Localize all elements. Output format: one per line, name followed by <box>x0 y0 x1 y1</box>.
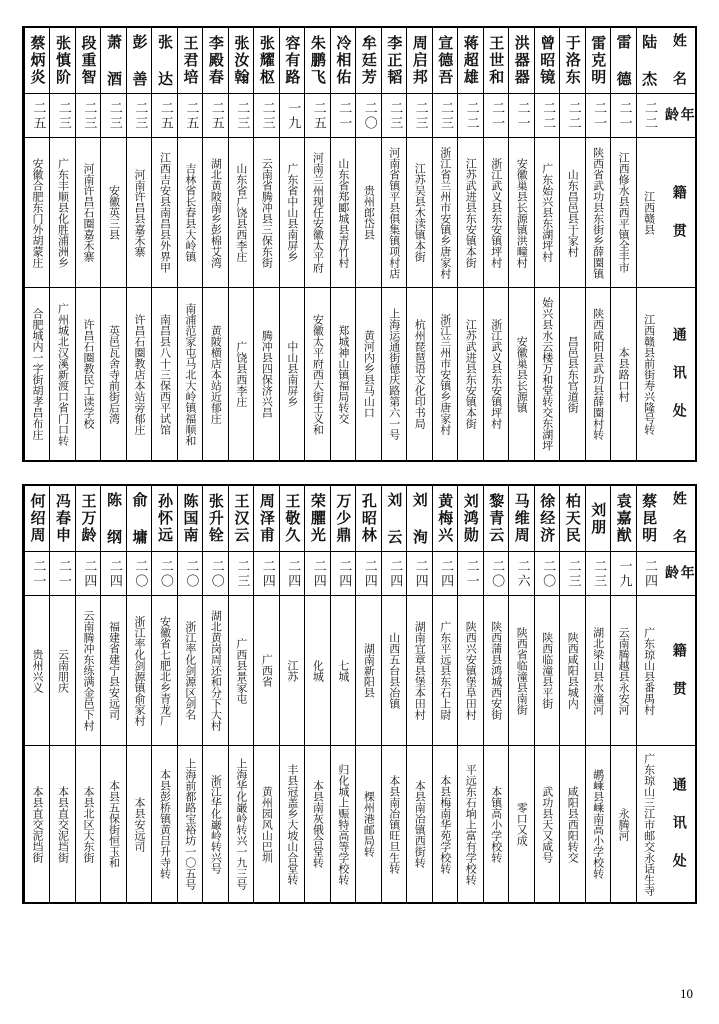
entry-origin: 广东省中山县南屏乡 <box>280 138 304 288</box>
entry-name: 刘朋 <box>586 486 610 552</box>
entry-origin: 江西吉安县南昌县外界甲 <box>152 138 176 288</box>
entry-origin: 广西省 <box>254 596 278 746</box>
entry-origin: 湖北黄陂南乡彭棉艾湾 <box>203 138 227 288</box>
entry-age: 二四 <box>433 552 457 596</box>
roster-entry-column <box>126 486 151 902</box>
roster-entry-column <box>100 486 125 902</box>
entry-name: 容有路 <box>280 28 304 94</box>
entry-origin: 湖北黄岗周还和分下大村 <box>203 596 227 746</box>
entry-origin: 江西赣县 <box>637 138 661 288</box>
roster-entry-column <box>151 28 176 460</box>
entry-age: 二〇 <box>178 552 202 596</box>
entry-age: 二三 <box>127 94 151 138</box>
entry-address: 江西赣县前街寿兴隆号转 <box>642 313 656 435</box>
entry-address: 安徽巢县长源镇 <box>515 335 529 413</box>
entry-name: 雷克明 <box>586 28 610 94</box>
entry-name: 张 达 <box>152 28 176 94</box>
entry-age: 二五 <box>25 94 49 138</box>
roster-entry-column <box>610 28 635 460</box>
entry-age: 二三 <box>229 552 253 596</box>
header-address: 通 讯 处 <box>670 327 687 421</box>
entry-age: 二〇 <box>484 552 508 596</box>
roster-table-bottom <box>22 484 697 904</box>
entry-age: 二三 <box>50 94 74 138</box>
entry-age: 二〇 <box>535 552 559 596</box>
entry-name: 陈 纲 <box>101 486 125 552</box>
entry-age: 二一 <box>331 94 355 138</box>
entry-origin: 广东平远县东石上尉 <box>433 596 457 746</box>
entry-name: 万少鼎 <box>331 486 355 552</box>
entry-origin: 云南朋庆 <box>50 596 74 746</box>
header-origin: 籍 贯 <box>661 138 695 288</box>
roster-entry-column <box>610 486 635 902</box>
entry-age: 二一 <box>611 94 635 138</box>
entry-name: 黄梅兴 <box>433 486 457 552</box>
header-name: 姓 名 <box>661 486 695 552</box>
entry-address: 本县直交泥垱街 <box>31 785 45 863</box>
roster-entry-column <box>355 28 380 460</box>
roster-entry-column <box>432 28 457 460</box>
entry-name: 牟廷芳 <box>356 28 380 94</box>
roster-entry-column <box>381 28 406 460</box>
entry-origin: 江苏武进县东安镇本街 <box>458 138 482 288</box>
entry-age: 二〇 <box>203 552 227 596</box>
entry-age: 二三 <box>229 94 253 138</box>
entry-address: 南浦范家屯马北大岭镇福顺和 <box>183 302 197 446</box>
entry-name: 袁嘉猷 <box>611 486 635 552</box>
entry-age: 二三 <box>382 94 406 138</box>
entry-address: 本县北区大东街 <box>81 785 95 863</box>
entry-name: 宣德吾 <box>433 28 457 94</box>
entry-address: 杭州琵琶语文化印书局 <box>413 319 427 429</box>
entry-origin: 化城 <box>305 596 329 746</box>
entry-age: 二四 <box>407 552 431 596</box>
entry-age: 二三 <box>433 94 457 138</box>
roster-entry-column <box>559 486 584 902</box>
entry-address: 零口又成 <box>515 802 529 846</box>
entry-origin: 陕西临潼县平街 <box>535 596 559 746</box>
roster-entry-column <box>151 486 176 902</box>
roster-entry-column <box>228 486 253 902</box>
entry-origin: 湖南新阳县 <box>356 596 380 746</box>
entry-origin: 云南腾越县永安河 <box>611 596 635 746</box>
entry-age: 二三 <box>76 94 100 138</box>
roster-entry-column <box>406 28 431 460</box>
entry-address: 武功县天又咸号 <box>540 785 554 863</box>
entry-origin: 浙江武义县东安镇坪村 <box>484 138 508 288</box>
entry-address: 本县梅南华苑学校转 <box>438 774 452 874</box>
entry-origin: 安徽合肥东门外胡蒙庄 <box>25 138 49 288</box>
entry-name: 于洛东 <box>560 28 584 94</box>
entry-address: 本县南冶镇旺旦生转 <box>387 774 401 874</box>
entry-origin: 贵州郎岱县 <box>356 138 380 288</box>
entry-address: 昌邑县东官道街 <box>566 335 580 413</box>
column-headers-bottom <box>661 486 695 902</box>
roster-entry-column <box>330 28 355 460</box>
entry-age: 二二 <box>560 94 584 138</box>
entry-age: 二〇 <box>356 94 380 138</box>
entry-origin: 山西五台县冶镇 <box>382 596 406 746</box>
entry-address: 上海运通街德庆路第六一号 <box>387 308 401 440</box>
entry-address: 上海前都路宝裕坊一〇五号 <box>183 758 197 890</box>
roster-entry-column <box>636 28 661 460</box>
entry-age: 二三 <box>586 552 610 596</box>
entry-origin: 广东琼山县番禺村 <box>637 596 661 746</box>
entry-name: 蒋超雄 <box>458 28 482 94</box>
entry-address: 中山县南屏乡 <box>285 341 299 407</box>
entry-age: 二一 <box>25 552 49 596</box>
entry-age: 二一 <box>509 94 533 138</box>
entry-address: 许昌石圈教店本站旁郁庄 <box>132 313 146 435</box>
header-name: 姓 名 <box>661 28 695 94</box>
entry-name: 刘鸿勋 <box>458 486 482 552</box>
entry-age: 二二 <box>535 94 559 138</box>
entry-origin: 浙江省兰州市安镇乡唐家村 <box>433 138 457 288</box>
entry-origin: 湖北梁山县水潼河 <box>586 596 610 746</box>
entry-name: 冯春申 <box>50 486 74 552</box>
entry-address: 本县南灰俄合堂转 <box>311 780 325 868</box>
entry-name: 王汉云 <box>229 486 253 552</box>
entry-age: 二五 <box>178 94 202 138</box>
entry-origin: 河南兰州现任安徽太平府 <box>305 138 329 288</box>
entry-origin: 江西修水县西平镇全丰市 <box>611 138 635 288</box>
roster-entry-column <box>228 28 253 460</box>
header-age: 年 龄 <box>661 552 695 596</box>
entry-age: 二六 <box>509 552 533 596</box>
entry-origin: 陕西蒲县鸿城西安街 <box>484 596 508 746</box>
entry-name: 洪器器 <box>509 28 533 94</box>
entry-age: 二四 <box>254 552 278 596</box>
entry-name: 何绍周 <box>25 486 49 552</box>
entry-age: 二五 <box>203 94 227 138</box>
entry-origin: 七城 <box>331 596 355 746</box>
entry-address: 本县直交泥垱街 <box>56 785 70 863</box>
entry-name: 蔡昆明 <box>637 486 661 552</box>
roster-entry-column <box>24 28 49 460</box>
entry-address: 陕西咸阳县武功县薛圈村转 <box>591 308 605 440</box>
roster-entry-column <box>534 486 559 902</box>
roster-entry-column <box>75 28 100 460</box>
roster-entry-column <box>585 28 610 460</box>
entry-name: 周泽甫 <box>254 486 278 552</box>
entry-age: 二四 <box>305 552 329 596</box>
roster-entry-column <box>126 28 151 460</box>
roster-entry-column <box>202 28 227 460</box>
roster-entry-column <box>177 28 202 460</box>
entry-origin: 陕西咸阳县城内 <box>560 596 584 746</box>
entry-origin: 安徽省七肥北乡青龙厂 <box>152 596 176 746</box>
entry-name: 朱鹏飞 <box>305 28 329 94</box>
entry-address: 广东琼山三江市邮交永话生寺 <box>642 752 656 896</box>
entry-address: 广饶县西李庄 <box>234 341 248 407</box>
header-age: 年 龄 <box>661 94 695 138</box>
roster-entry-column <box>49 486 74 902</box>
entry-address: 南昌县八十三保西平试馆 <box>158 313 172 435</box>
entry-age: 二四 <box>637 552 661 596</box>
roster-entry-column <box>534 28 559 460</box>
entry-age: 一九 <box>280 94 304 138</box>
entry-name: 孔昭林 <box>356 486 380 552</box>
entry-address: 安徽太平府西大街王义和 <box>311 313 325 435</box>
roster-entry-column <box>432 486 457 902</box>
entry-age: 二二 <box>458 94 482 138</box>
entry-origin: 山东昌邑县于家村 <box>560 138 584 288</box>
entry-address: 腾冲县四保济兴昌 <box>260 330 274 418</box>
entry-origin: 云南省腾冲县三保东街 <box>254 138 278 288</box>
entry-age: 二三 <box>407 94 431 138</box>
roster-entry-column <box>253 486 278 902</box>
entry-address: 本县南冶镇西街转 <box>413 780 427 868</box>
entry-address: 浙江华化巌岭转兴号 <box>209 774 223 874</box>
roster-entry-column <box>330 486 355 902</box>
roster-entry-column <box>483 28 508 460</box>
entry-age: 二一 <box>458 552 482 596</box>
entry-origin: 河南许昌县嘉禾寨 <box>127 138 151 288</box>
entry-age: 二四 <box>101 552 125 596</box>
entry-name: 刘 云 <box>382 486 406 552</box>
entry-name: 张耀枢 <box>254 28 278 94</box>
roster-entry-column <box>381 486 406 902</box>
roster-entry-column <box>279 486 304 902</box>
entry-address: 黄河内乡县马山口 <box>362 330 376 418</box>
entry-origin: 河南许昌石圈嘉禾寨 <box>76 138 100 288</box>
entry-age: 二一 <box>484 94 508 138</box>
entry-origin: 贵州兴义 <box>25 596 49 746</box>
entry-age: 二四 <box>76 552 100 596</box>
entry-address: 浙江武义县东安镇坪村 <box>489 319 503 429</box>
roster-entry-column <box>355 486 380 902</box>
roster-entry-column <box>75 486 100 902</box>
entry-address: 浙江兰州市安镇乡唐家村 <box>438 313 452 435</box>
entry-origin: 浙江率化剑源区剑名 <box>178 596 202 746</box>
entry-name: 陆 杰 <box>637 28 661 94</box>
entry-name: 马维周 <box>509 486 533 552</box>
entry-address: 本县路口村 <box>617 346 631 402</box>
entry-age: 二四 <box>382 552 406 596</box>
entry-name: 彭 善 <box>127 28 151 94</box>
entry-name: 王君培 <box>178 28 202 94</box>
roster-entry-column <box>585 486 610 902</box>
entry-address: 本县五保街恒玉和 <box>107 780 121 868</box>
entry-name: 柏天民 <box>560 486 584 552</box>
roster-entry-column <box>508 486 533 902</box>
roster-entry-column <box>457 28 482 460</box>
entry-name: 黎青云 <box>484 486 508 552</box>
entry-address: 合肥城内一字街胡孝昌布庄 <box>31 308 45 440</box>
entry-age: 二一 <box>50 552 74 596</box>
entry-name: 刘 洵 <box>407 486 431 552</box>
entry-name: 张升铨 <box>203 486 227 552</box>
entry-address: 归化城上赈特高等学校转 <box>336 763 350 885</box>
entry-age: 二〇 <box>127 552 151 596</box>
entry-name: 张慎阶 <box>50 28 74 94</box>
entry-origin: 陕西省临潼县南街 <box>509 596 533 746</box>
roster-entry-column <box>24 486 49 902</box>
entry-age: 二四 <box>280 552 304 596</box>
column-headers-top <box>661 28 695 460</box>
entry-origin: 河南省镇平县俱集镇项村店 <box>382 138 406 288</box>
entry-name: 李殿春 <box>203 28 227 94</box>
entry-age: 二一 <box>586 94 610 138</box>
entry-name: 王万龄 <box>76 486 100 552</box>
entry-age: 二五 <box>152 94 176 138</box>
entry-address: 郑城神山镇福局转交 <box>336 324 350 424</box>
entry-address: 丰县冠盖乡大坡山合堂转 <box>285 763 299 885</box>
roster-entry-column <box>49 28 74 460</box>
roster-entry-column <box>636 486 661 902</box>
entry-address: 始兴县水云楼万和堂转交东湖坪 <box>540 297 554 451</box>
entry-address: 江苏武进县东安镇本街 <box>464 319 478 429</box>
entry-address: 广州城北汉溪新渡口省门口转 <box>56 302 70 446</box>
roster-entry-column <box>279 28 304 460</box>
entry-age: 二〇 <box>152 552 176 596</box>
entry-name: 段重智 <box>76 28 100 94</box>
entry-address: 鹕嵊县嵊南高小学校转 <box>591 769 605 879</box>
entry-origin: 广东始兴县东湖坪村 <box>535 138 559 288</box>
entry-name: 曾昭镜 <box>535 28 559 94</box>
entry-address: 棵州港邮局转 <box>362 791 376 857</box>
entry-address: 平远东石垧上富有学校转 <box>464 763 478 885</box>
entry-name: 雷 德 <box>611 28 635 94</box>
roster-entry-column <box>304 486 329 902</box>
entry-origin: 云南腾冲东练满金邑下村 <box>76 596 100 746</box>
entry-name: 张汝翰 <box>229 28 253 94</box>
entry-origin: 江苏吴县木渎镇本街 <box>407 138 431 288</box>
entry-name: 萧 酒 <box>101 28 125 94</box>
entry-origin: 吉林省长春县大岭镇 <box>178 138 202 288</box>
roster-entry-column <box>202 486 227 902</box>
entry-origin: 山东省广饶县西李庄 <box>229 138 253 288</box>
entry-origin: 安徽巢县长源镇洪疃村 <box>509 138 533 288</box>
entry-address: 永腾河 <box>617 807 631 841</box>
roster-entry-column <box>406 486 431 902</box>
entry-origin: 山东省郑郾城县青竹村 <box>331 138 355 288</box>
entry-name: 蔡炳炎 <box>25 28 49 94</box>
entry-origin: 江苏 <box>280 596 304 746</box>
entry-age: 二三 <box>254 94 278 138</box>
entry-origin: 陕西兴安镇堡阜田村 <box>458 596 482 746</box>
roster-entry-column <box>100 28 125 460</box>
entry-age: 二三 <box>101 94 125 138</box>
roster-entry-column <box>457 486 482 902</box>
entry-name: 徐经济 <box>535 486 559 552</box>
entry-age: 二三 <box>560 552 584 596</box>
entry-name: 李正韬 <box>382 28 406 94</box>
header-address: 通 讯 处 <box>670 777 687 871</box>
entry-address: 本县彭桥镇黄吕升寺转 <box>158 769 172 879</box>
entry-address: 上海华化巌岭转兴一九三号 <box>234 758 248 890</box>
entry-origin: 湖南宜章县堡本田村 <box>407 596 431 746</box>
entry-name: 陈国南 <box>178 486 202 552</box>
roster-entry-column <box>177 486 202 902</box>
entry-name: 周启邦 <box>407 28 431 94</box>
header-origin: 籍 贯 <box>661 596 695 746</box>
entry-address: 黄陂横店本站近郁庄 <box>209 324 223 424</box>
entry-address: 本县安远司 <box>132 796 146 852</box>
entry-name: 王敬久 <box>280 486 304 552</box>
entry-origin: 陕西省武功县东街乡薛圈镇 <box>586 138 610 288</box>
entry-origin: 广东丰顺县化胜浦洲乡 <box>50 138 74 288</box>
entry-origin: 安徽英三县 <box>101 138 125 288</box>
entry-name: 俞 墉 <box>127 486 151 552</box>
roster-entry-column <box>559 28 584 460</box>
entry-address: 英邑瓦舍寺前街后湾 <box>107 324 121 424</box>
entry-origin: 福建省建宁县安远司 <box>101 596 125 746</box>
entry-address: 许昌石圈教民工读学校 <box>81 319 95 429</box>
roster-entry-column <box>483 486 508 902</box>
roster-entry-column <box>304 28 329 460</box>
entry-name: 荣臞光 <box>305 486 329 552</box>
entry-origin: 浙江率化剑源镇俞家村 <box>127 596 151 746</box>
page-number: 10 <box>680 986 693 1001</box>
entry-name: 孙怀远 <box>152 486 176 552</box>
roster-entry-column <box>253 28 278 460</box>
roster-table-top <box>22 26 697 462</box>
entry-age: 二五 <box>305 94 329 138</box>
entry-age: 二四 <box>331 552 355 596</box>
entry-age: 二二 <box>637 94 661 138</box>
roster-entry-column <box>508 28 533 460</box>
entry-address: 黄州园风山巴圳 <box>260 785 274 863</box>
entry-address: 本镇高小学校转 <box>489 785 503 863</box>
entry-address: 咸阳县西阳转交 <box>566 785 580 863</box>
entry-age: 二四 <box>356 552 380 596</box>
entry-origin: 广西县景家屯 <box>229 596 253 746</box>
entry-name: 王世和 <box>484 28 508 94</box>
entry-age: 一九 <box>611 552 635 596</box>
entry-name: 冷相佑 <box>331 28 355 94</box>
